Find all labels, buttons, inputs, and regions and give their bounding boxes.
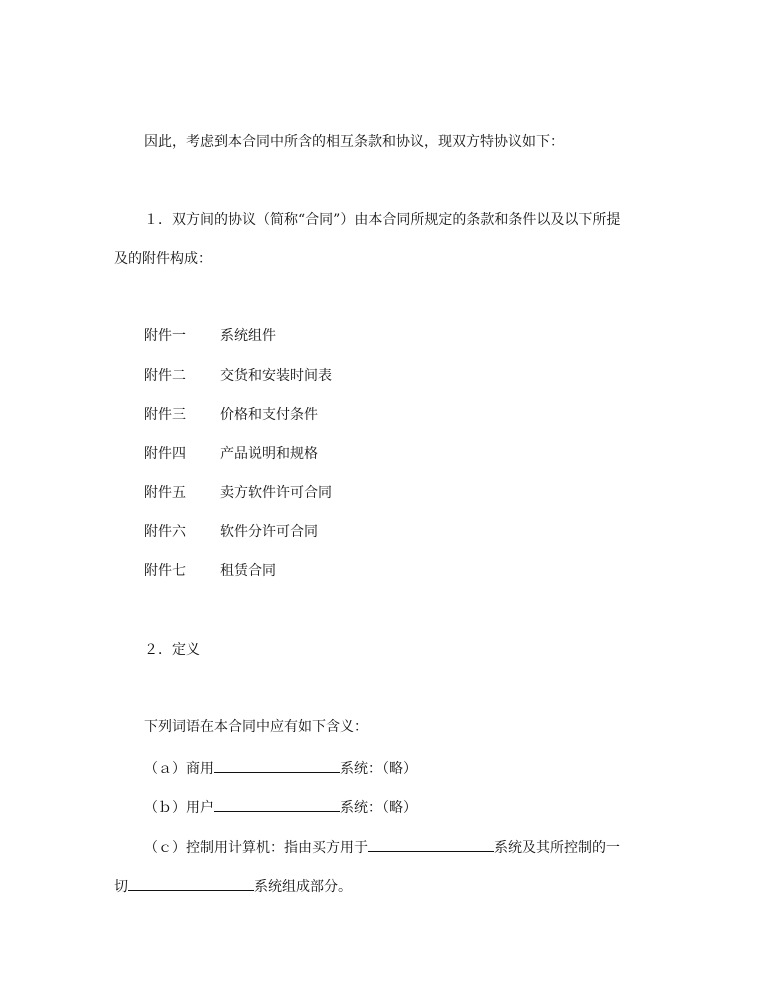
attachment-title: 价格和支付条件: [220, 407, 318, 423]
attachment-label: 附件七: [144, 563, 186, 579]
attachment-label: 附件六: [144, 524, 186, 540]
definition-c-suffix: 系统及其所控制的一: [494, 840, 620, 856]
definition-b-suffix: 系统：（略）: [340, 800, 417, 816]
attachment-item: [144, 326, 276, 346]
intro-paragraph: 因此，考虑到本合同中所含的相互条款和协议，现双方特协议如下：: [144, 134, 564, 150]
clause-1-line-1: １．双方间的协议（简称“合同”）由本合同所规定的条款和条件以及以下所提: [144, 212, 621, 228]
attachment-item: [144, 483, 332, 503]
blank-line: [214, 796, 340, 812]
attachment-title: 产品说明和规格: [220, 446, 318, 462]
definition-c2-prefix: 切: [114, 879, 128, 895]
definition-b: [144, 796, 417, 818]
attachment-item: [144, 405, 318, 425]
attachment-label: 附件四: [144, 446, 186, 462]
attachment-title: 交货和安装时间表: [220, 368, 332, 384]
blank-line: [368, 836, 494, 852]
definition-b-prefix: （ｂ）用户: [144, 800, 214, 816]
attachment-item: [144, 366, 332, 386]
attachment-label: 附件一: [144, 328, 186, 344]
attachment-label: 附件三: [144, 407, 186, 423]
blank-line: [128, 875, 254, 891]
definition-a-suffix: 系统：（略）: [340, 761, 417, 777]
definition-c2-suffix: 系统组成部分。: [254, 879, 352, 895]
definition-c-line-1: [144, 836, 620, 858]
attachment-title: 卖方软件许可合同: [220, 485, 332, 501]
clause-1-line-2: 及的附件构成：: [114, 251, 212, 267]
attachment-item: [144, 561, 276, 581]
definition-c-prefix: （ｃ）控制用计算机：指由买方用于: [144, 840, 368, 856]
clause-2-heading: ２．定义: [144, 642, 200, 658]
attachment-title: 软件分许可合同: [220, 524, 318, 540]
definition-a-prefix: （ａ）商用: [144, 761, 214, 777]
attachment-item: [144, 444, 318, 464]
attachment-label: 附件五: [144, 485, 186, 501]
attachment-item: [144, 522, 318, 542]
attachment-title: 租赁合同: [220, 563, 276, 579]
definition-a: [144, 757, 417, 779]
definitions-intro: 下列词语在本合同中应有如下含义：: [144, 719, 368, 735]
attachment-title: 系统组件: [220, 328, 276, 344]
attachment-label: 附件二: [144, 368, 186, 384]
definition-c-line-2: [114, 875, 352, 897]
blank-line: [214, 757, 340, 773]
